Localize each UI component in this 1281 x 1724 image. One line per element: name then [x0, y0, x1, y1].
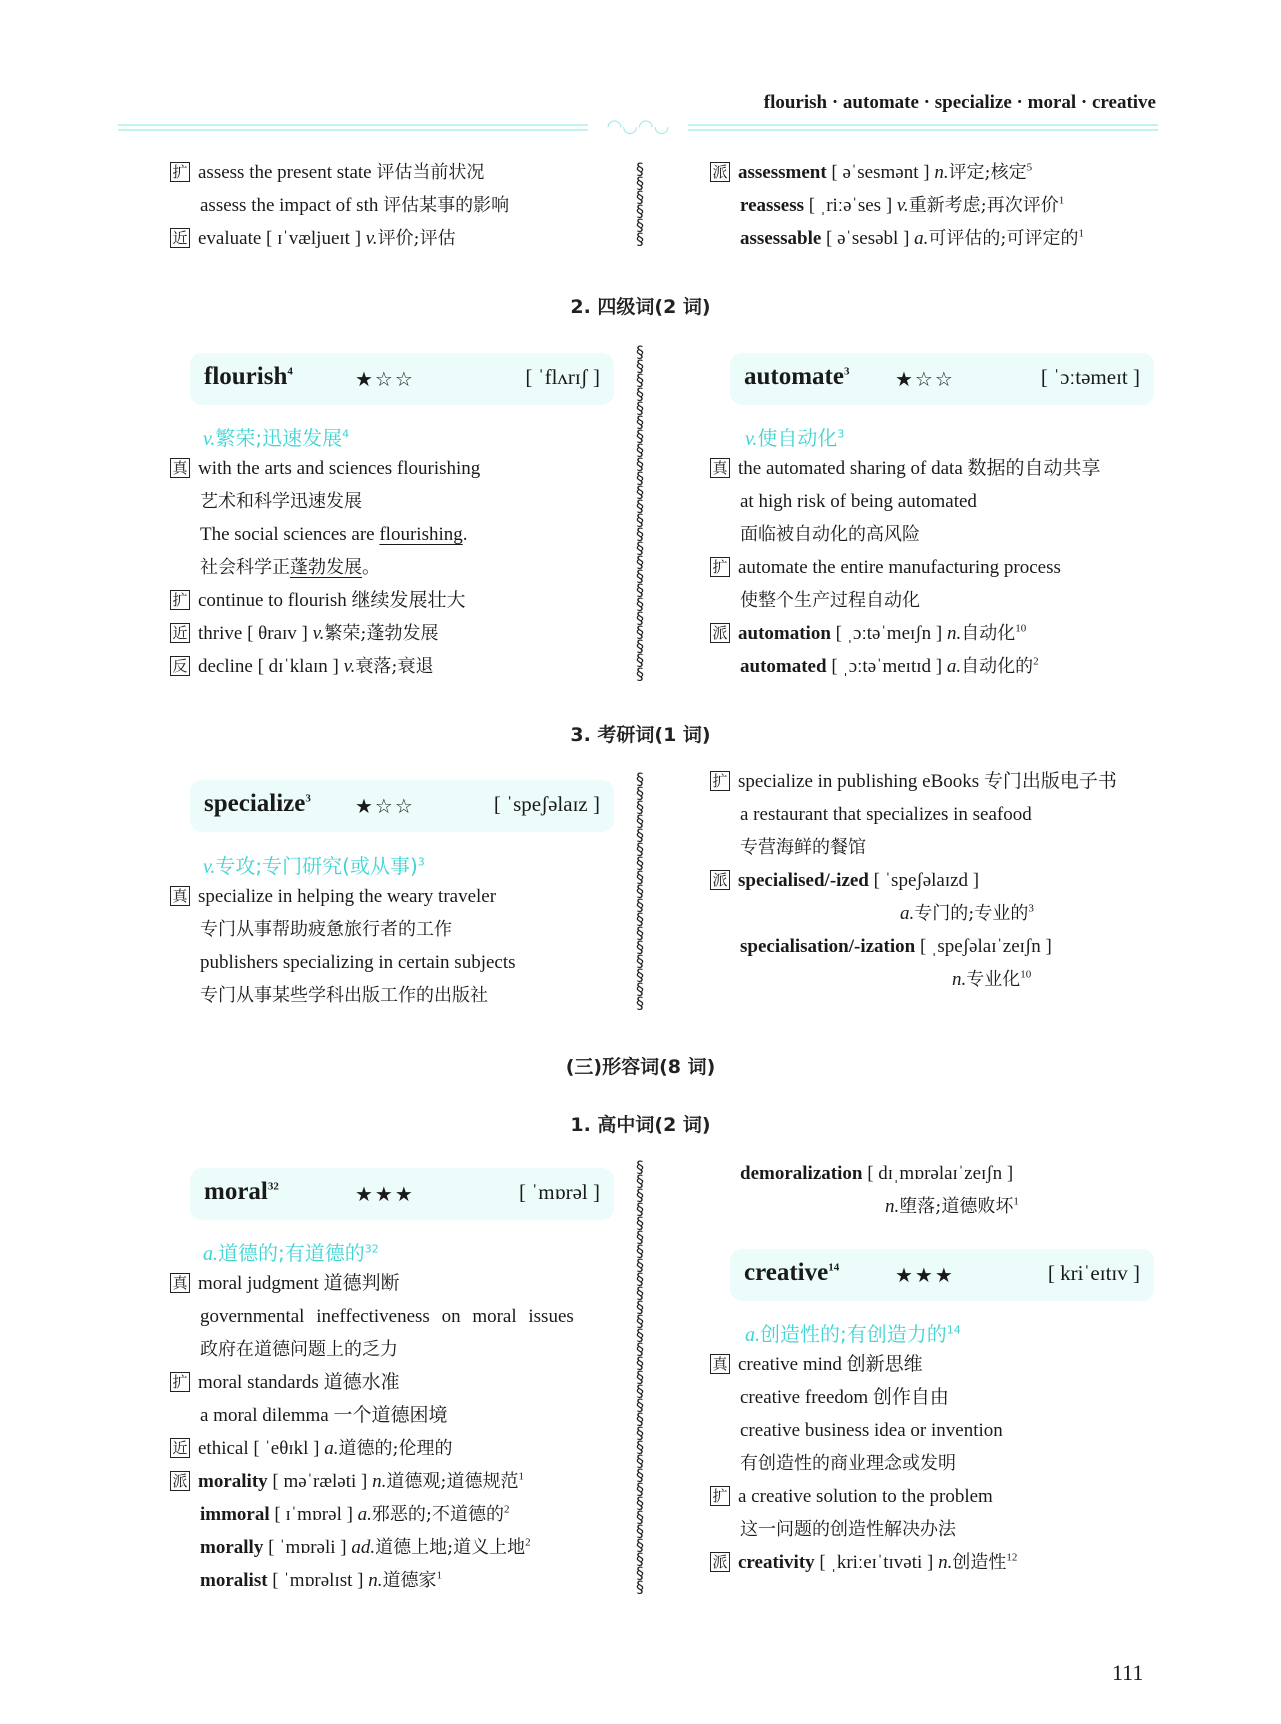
- definition: a.创造性的;有创造力的$^{14}$: [745, 1322, 961, 1346]
- definition: v.繁荣;迅速发展$^4$: [203, 426, 350, 450]
- ornament-icon: ◠◡◠◡: [588, 116, 688, 136]
- rating-stars-icon: ★★★: [895, 1263, 955, 1287]
- derivative-line: assessable [ əˈsesəbl ] a.可评估的;可评定的$^1$: [740, 227, 1084, 249]
- section-heading: 3. 考研词(1 词): [570, 724, 711, 746]
- page-number: 111: [1112, 1660, 1144, 1685]
- expand-tag-icon: 扩: [710, 1486, 730, 1506]
- word-card-creative: creative$^{14}$ ★★★ [ kriˈeɪtɪv ]: [730, 1249, 1154, 1301]
- expand-tag-icon: 扩: [710, 557, 730, 577]
- column-divider: § § § § § § § § § § § § § § § § § § § § § § § § § § § § § § §: [636, 1160, 644, 1596]
- expand-tag-icon: 扩: [170, 162, 190, 182]
- column-divider: § § § § § § § § § § § § § § § § § § § § § § § §: [636, 345, 644, 683]
- derivative-line: 派 assessment [ əˈsesmənt ] n.评定;核定$^5$: [710, 160, 1032, 186]
- derivative-tag-icon: 派: [710, 623, 730, 643]
- derivative-tag-icon: 派: [710, 870, 730, 890]
- entry-line: 扩 assess the present state 评估当前状况: [170, 160, 484, 186]
- exam-tag-icon: 真: [170, 458, 190, 478]
- derivative-tag-icon: 派: [170, 1471, 190, 1491]
- synonym-tag-icon: 近: [170, 1438, 190, 1458]
- exam-tag-icon: 真: [170, 1273, 190, 1293]
- section-heading: 1. 高中词(2 词): [570, 1114, 711, 1136]
- derivative-tag-icon: 派: [710, 1552, 730, 1572]
- expand-tag-icon: 扩: [170, 1372, 190, 1392]
- word-card-moral: moral$^{32}$ ★★★ [ ˈmɒrəl ]: [190, 1168, 614, 1220]
- synonym-tag-icon: 近: [170, 228, 190, 248]
- word-card-specialize: specialize$^3$ ★☆☆ [ ˈspeʃəlaɪz ]: [190, 780, 614, 832]
- running-header: flourish · automate · specialize · moral · creative: [763, 92, 1156, 113]
- rating-stars-icon: ★★★: [355, 1182, 415, 1206]
- antonym-tag-icon: 反: [170, 656, 190, 676]
- column-divider: § § § § § §: [636, 162, 644, 248]
- definition: a.道德的;有道德的$^{32}$: [203, 1241, 379, 1265]
- derivative-tag-icon: 派: [710, 162, 730, 182]
- synonym-tag-icon: 近: [170, 623, 190, 643]
- definition: v.使自动化$^3$: [745, 426, 845, 450]
- entry-line: assess the impact of sth 评估某事的影响: [200, 195, 510, 216]
- rating-stars-icon: ★☆☆: [355, 367, 415, 391]
- exam-tag-icon: 真: [170, 886, 190, 906]
- header-rule: [118, 116, 1158, 136]
- definition: v.专攻;专门研究(或从事)$^3$: [203, 854, 425, 878]
- rating-stars-icon: ★☆☆: [895, 367, 955, 391]
- section-heading: (三)形容词(8 词): [565, 1056, 716, 1078]
- word-card-automate: automate$^3$ ★☆☆ [ ˈɔːtəmeɪt ]: [730, 353, 1154, 405]
- exam-tag-icon: 真: [710, 1354, 730, 1374]
- word-card-flourish: flourish$^4$ ★☆☆ [ ˈflʌrɪʃ ]: [190, 353, 614, 405]
- exam-tag-icon: 真: [710, 458, 730, 478]
- derivative-line: reassess [ ˌriːəˈses ] v.重新考虑;再次评价$^1$: [740, 194, 1065, 216]
- entry-line: 近 evaluate [ ɪˈvæljueɪt ] v.评价;评估: [170, 226, 456, 252]
- rating-stars-icon: ★☆☆: [355, 794, 415, 818]
- expand-tag-icon: 扩: [710, 771, 730, 791]
- expand-tag-icon: 扩: [170, 590, 190, 610]
- column-divider: § § § § § § § § § § § § § § § § §: [636, 772, 644, 1012]
- section-heading: 2. 四级词(2 词): [570, 296, 711, 318]
